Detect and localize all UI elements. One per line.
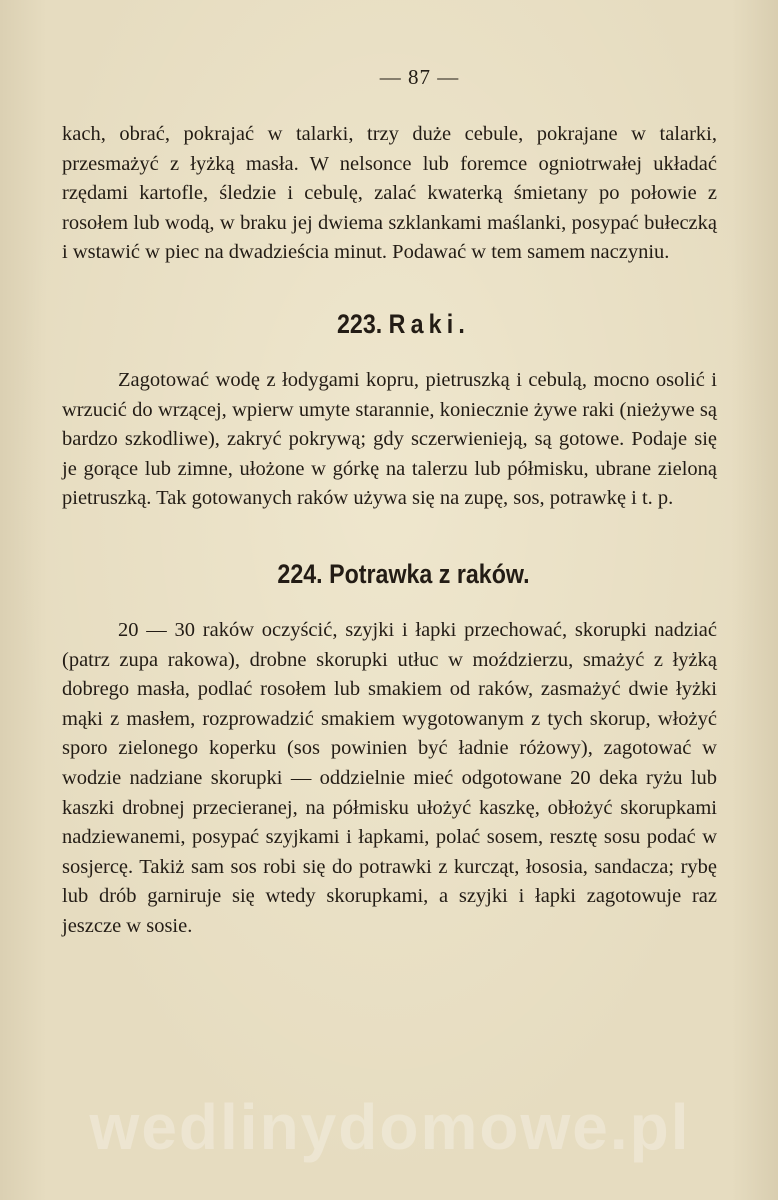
recipe-224-text: 20 — 30 raków oczyścić, szyjki i łapki przechować, skorupki nadziać (patrz zupa rakowa), drobne skorupki utłuc w moździerzu, smażyć z łyżką dobrego masła, podlać rosołem lub smakiem od raków, zasmażyć dwie łyżki mąki z masłem, rozprowadzić smakiem wygotowanym z tych skorup, włożyć sporo zielonego koperku (sos powinien być ładnie różowy), zagotować w wodzie nadziane skorupki — oddzielnie mieć odgotowane 20 deka ryżu lub kaszki drobnej przecieranej, na półmisku ułożyć kaszkę, obłożyć skorupkami nadziewanemi, posypać szyjkami i łapkami, polać sosem, resztę sosu podać w sosjercę. Takiż sam sos robi się do potrawki z kurcząt, łososia, sandacza; rybę lub drób garniruje się wtedy skorupkami, a szyjki i łapki zagotowuje raz jeszcze w sosie. [62,618,717,937]
intro-paragraph: kach, obrać, pokrajać w talarki, trzy duże cebule, pokrajane w talarki, przesmażyć z łyżką masła. W nelsonce lub foremce ogniotrwałej układać rzędami kartofle, śledzie i cebulę, zalać kwaterką śmietany po połowie z rosołem lub wodą, w braku jej dwiema szklankami maślanki, posypać bułeczką i wstawić w piec na dwadzieścia minut. Podawać w tem samem naczyniu. [62,123,717,264]
recipe-223-title: Raki. [388,308,470,339]
recipe-223-number: 223. [337,308,383,339]
recipe-224-number: 224. [277,558,323,589]
recipe-224-heading [134,554,673,594]
site-watermark: wedlinydomowe.pl [89,1091,691,1163]
recipe-223-heading [134,304,673,344]
book-page [62,62,717,941]
recipe-223-text: Zagotować wodę z łodygami kopru, pietruszką i cebulą, mocno osolić i wrzucić do wrzącej, wpierw umyte starannie, koniecznie żywe raki (nieżywe są bardzo szkodliwe), zakryć pokrywą; gdy sczerwienieją, są gotowe. Podaje się je gorące lub zimne, ułożone w górkę na talerzu lub półmisku, ubrane zieloną pietruszką. Tak gotowanych raków używa się na zupę, sos, potrawkę i t. p. [62,368,717,510]
recipe-224-title: Potrawka z raków. [329,558,530,589]
page-number: — 87 — [379,65,460,89]
